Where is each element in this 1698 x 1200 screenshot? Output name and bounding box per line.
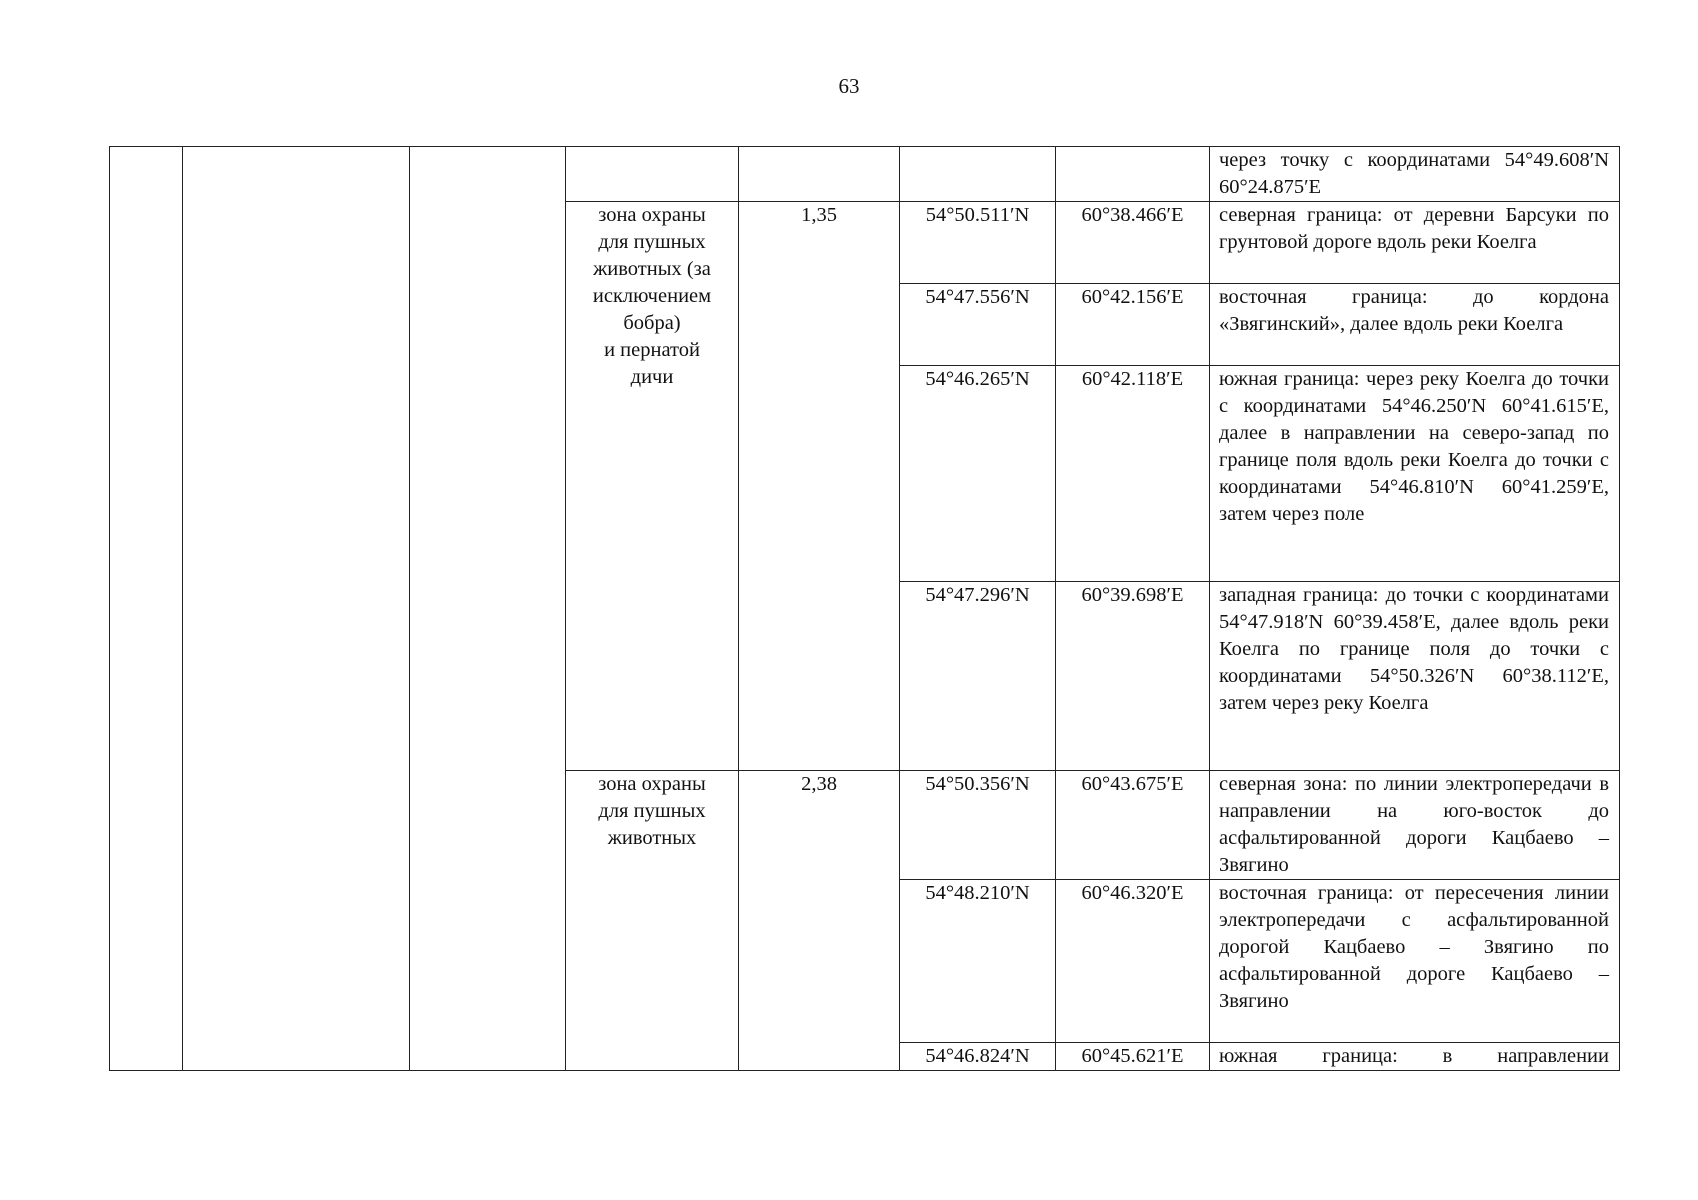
latitude: 54°46.265′N bbox=[900, 366, 1056, 582]
boundary-description: через точку с координатами 54°49.608′N 60°24.875′Е bbox=[1210, 147, 1620, 202]
empty-cell-number bbox=[110, 147, 183, 1071]
zone-name-cell bbox=[566, 771, 739, 1071]
zone-area: 2,38 bbox=[739, 771, 900, 1071]
zone-area: 1,35 bbox=[739, 202, 900, 771]
latitude: 54°47.296′N bbox=[900, 582, 1056, 771]
zone-name-line: для пушных bbox=[598, 231, 706, 253]
empty-cell-zone bbox=[566, 147, 739, 202]
zone-name-cell bbox=[566, 202, 739, 771]
zone-name-line: зона охраны bbox=[598, 204, 706, 226]
boundary-description: западная граница: до точки с координатами 54°47.918′N 60°39.458′Е, далее вдоль реки Коелга по границе поля до точки с координатами 54°50.326′N 60°38.112′Е, затем через реку Коелга bbox=[1210, 582, 1620, 771]
boundary-description: южная граница: через реку Коелга до точки с координатами 54°46.250′N 60°41.615′Е, далее в направлении на северо-запад по границе поля вдоль реки Коелга до точки с координатами 54°46.810′N 60°41.259′Е, затем через поле bbox=[1210, 366, 1620, 582]
longitude: 60°42.156′Е bbox=[1056, 284, 1210, 366]
empty-cell-purpose bbox=[410, 147, 566, 1071]
zone-name-line: дичи bbox=[630, 366, 674, 388]
latitude: 54°50.511′N bbox=[900, 202, 1056, 284]
zone-name-line: животных bbox=[607, 827, 697, 849]
zone-name-line: животных (за bbox=[593, 258, 711, 280]
zone-name-line: зона охраны bbox=[598, 773, 706, 795]
page-number: 63 bbox=[838, 74, 860, 98]
coordinates-table bbox=[109, 146, 1620, 1071]
boundary-description: южная граница: в направлении bbox=[1210, 1043, 1620, 1071]
boundary-description: северная граница: от деревни Барсуки по грунтовой дороге вдоль реки Коелга bbox=[1210, 202, 1620, 284]
zone-name-line: исключением bbox=[592, 285, 712, 307]
longitude: 60°45.621′Е bbox=[1056, 1043, 1210, 1071]
longitude: 60°43.675′Е bbox=[1056, 771, 1210, 880]
empty-cell-area bbox=[739, 147, 900, 202]
longitude: 60°38.466′Е bbox=[1056, 202, 1210, 284]
zone-name-line: для пушных bbox=[598, 800, 706, 822]
zone-name-line: бобра) bbox=[623, 312, 681, 334]
latitude: 54°47.556′N bbox=[900, 284, 1056, 366]
latitude: 54°50.356′N bbox=[900, 771, 1056, 880]
boundary-description: северная зона: по линии электропередачи в направлении на юго-восток до асфальтированной дороги Кацбаево – Звягино bbox=[1210, 771, 1620, 880]
empty-cell-lon bbox=[1056, 147, 1210, 202]
table-row bbox=[110, 147, 1620, 202]
empty-cell-name bbox=[183, 147, 410, 1071]
latitude: 54°46.824′N bbox=[900, 1043, 1056, 1071]
longitude: 60°46.320′Е bbox=[1056, 880, 1210, 1043]
empty-cell-lat bbox=[900, 147, 1056, 202]
boundary-description: восточная граница: до кордона «Звягинский», далее вдоль реки Коелга bbox=[1210, 284, 1620, 366]
latitude: 54°48.210′N bbox=[900, 880, 1056, 1043]
longitude: 60°39.698′Е bbox=[1056, 582, 1210, 771]
longitude: 60°42.118′Е bbox=[1056, 366, 1210, 582]
boundary-description: восточная граница: от пересечения линии электропередачи с асфальтированной дорогой Кацбаево – Звягино по асфальтированной дороге Кацбаево – Звягино bbox=[1210, 880, 1620, 1043]
zone-name-line: и пернатой bbox=[604, 339, 700, 361]
